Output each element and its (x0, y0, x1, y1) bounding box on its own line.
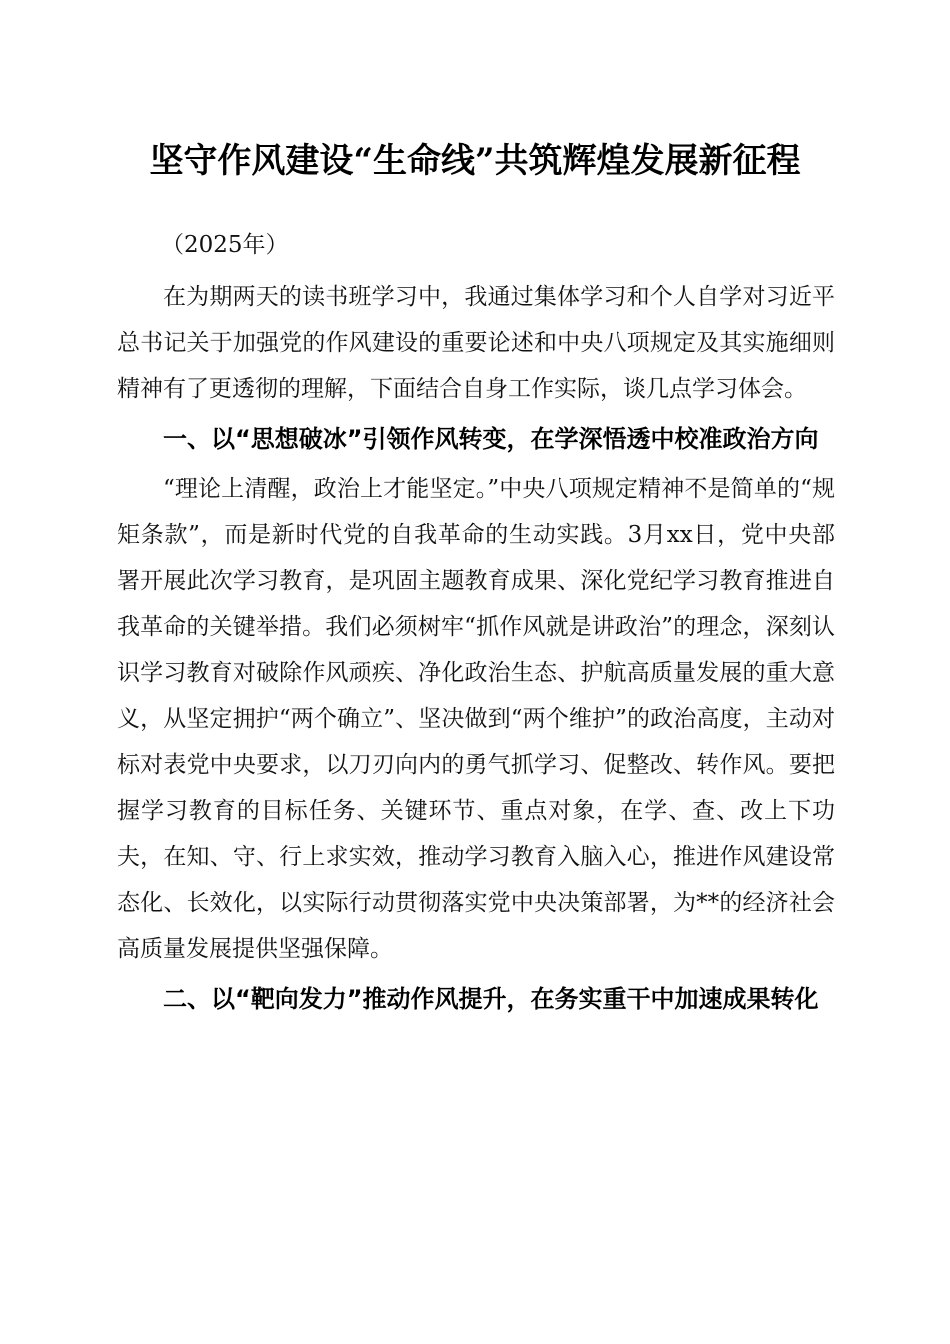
document-body (117, 222, 835, 1022)
section-2-heading: 二、以“靶向发力”推动作风提升，在务实重干中加速成果转化 (163, 985, 819, 1013)
section-1-paragraph: “理论上清醒，政治上才能坚定。”中央八项规定精神不是简单的“规矩条款”，而是新时代党的自我革命的生动实践。3月xx日，党中央部署开展此次学习教育，是巩固主题教育成果、深化党纪学习教育推进自我革命的关键举措。我们必须树牢“抓作风就是讲政治”的理念，深刻认识学习教育对破除作风顽疾、净化政治生态、护航高质量发展的重大意义，从坚定拥护“两个确立”、坚决做到“两个维护”的政治高度，主动对标对表党中央要求，以刀刃向内的勇气抓学习、促整改、转作风。要把握学习教育的目标任务、关键环节、重点对象，在学、查、改上下功夫，在知、守、行上求实效，推动学习教育入脑入心，推进作风建设常态化、长效化，以实际行动贯彻落实党中央决策部署，为**的经济社会高质量发展提供坚强保障。 (117, 476, 835, 962)
intro-paragraph: 在为期两天的读书班学习中，我通过集体学习和个人自学对习近平总书记关于加强党的作风建设的重要论述和中央八项规定及其实施细则精神有了更透彻的理解，下面结合自身工作实际，谈几点学习体会。 (117, 284, 835, 402)
year-label: （2025年） (161, 232, 289, 258)
document-title: 坚守作风建设“生命线”共筑辉煌发展新征程 (149, 141, 801, 181)
section-1-heading: 一、以“思想破冰”引领作风转变，在学深悟透中校准政治方向 (163, 425, 819, 453)
